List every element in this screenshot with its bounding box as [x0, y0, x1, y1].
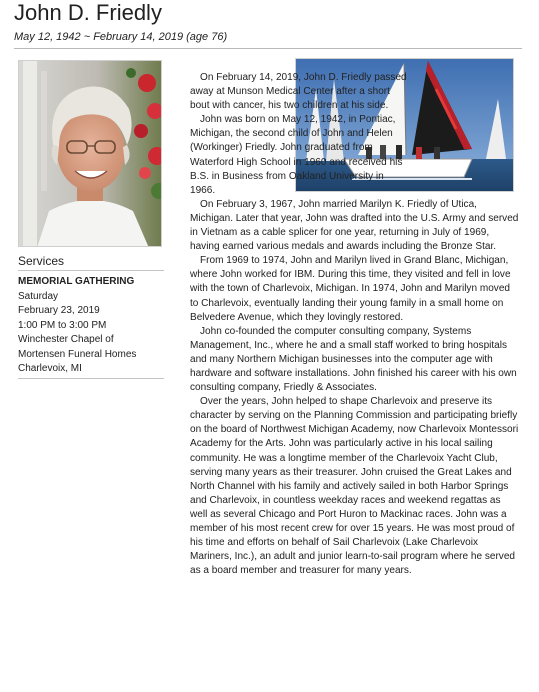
story-paragraph: John was born on May 12, 1942, in Pontiac, Michigan, the second child of John and Helen (Workinger) Friedly. John graduated from Waterford High School in 1960 and received his B.S. in Business from Oakland University in 1966.	[190, 114, 403, 196]
service-location-line2: Mortensen Funeral Homes	[18, 348, 137, 360]
story-paragraph: On February 14, 2019, John D. Friedly passed away at Munson Medical Center after a short bout with cancer, his two children at his side.	[190, 72, 407, 112]
obituary-text	[190, 71, 520, 578]
service-city: Charlevoix, MI	[18, 363, 82, 374]
life-dates: May 12, 1942 ~ February 14, 2019 (age 76)	[14, 31, 228, 43]
service-date: February 23, 2019	[18, 305, 100, 316]
services-bottom-divider	[18, 378, 164, 379]
service-time: 1:00 PM to 3:00 PM	[18, 319, 107, 331]
services-divider	[18, 270, 164, 271]
service-details	[18, 275, 168, 377]
story-paragraph: John co-founded the computer consulting company, Systems Management, Inc., where he and a small staff worked to bring hospitals and many Northern Michigan businesses into the computer age with hardware and software installations. John finished his career with his own consulting company, Friedly & Associates.	[190, 325, 517, 394]
service-title: MEMORIAL GATHERING	[18, 276, 135, 287]
service-location-line1: Winchester Chapel of	[18, 334, 114, 345]
service-day: Saturday	[18, 290, 59, 302]
story-paragraph: On February 3, 1967, John married Marilyn K. Friedly of Utica, Michigan. Later that year, John was drafted into the U.S. Army and served in Vietnam as a cable splicer for one year, returning in July of 1969, having earned various medals and awards including the Bronze Star.	[190, 198, 519, 253]
portrait-photo	[18, 60, 162, 247]
story-paragraph: Over the years, John helped to shape Charlevoix and preserve its character by serving on the Planning Commission and participating briefly on the board of Northwest Michigan Academy, now Charlevoix Montessori Academy for the Arts. John was particularly active in his local sailing community. He was a longtime member of the Charlevoix Yacht Club, serving many years as their treasurer. John cruised the Great Lakes and North Channel with his family and actively sailed in both Harbor Springs and Charlevoix, in countless weekday races and weekend regattas as well as several Chicago and Port Huron to Mackinac races. John was a member of his most recent crew for over 15 years. He was most proud of his time and efforts on behalf of Sail Charlevoix (Lake Charlevoix Mariners, Inc.), an adult and junior learn-to-sail program where he served as a board member and treasurer for many years.	[190, 396, 519, 577]
story-paragraph: From 1969 to 1974, John and Marilyn lived in Grand Blanc, Michigan, where John worked for IBM. During this time, they visited and fell in love with the town of Charlevoix, Michigan. In 1974, John and Marilyn moved to Charlevoix, eventually landing their young family in a small home on Belvedere Avenue, which they lovingly restored.	[190, 255, 511, 323]
portrait-image	[19, 61, 162, 247]
header-divider	[14, 48, 522, 49]
services-heading: Services	[18, 254, 65, 268]
photo-wrap-spacer	[410, 71, 520, 189]
page-title: John D. Friedly	[14, 0, 162, 25]
